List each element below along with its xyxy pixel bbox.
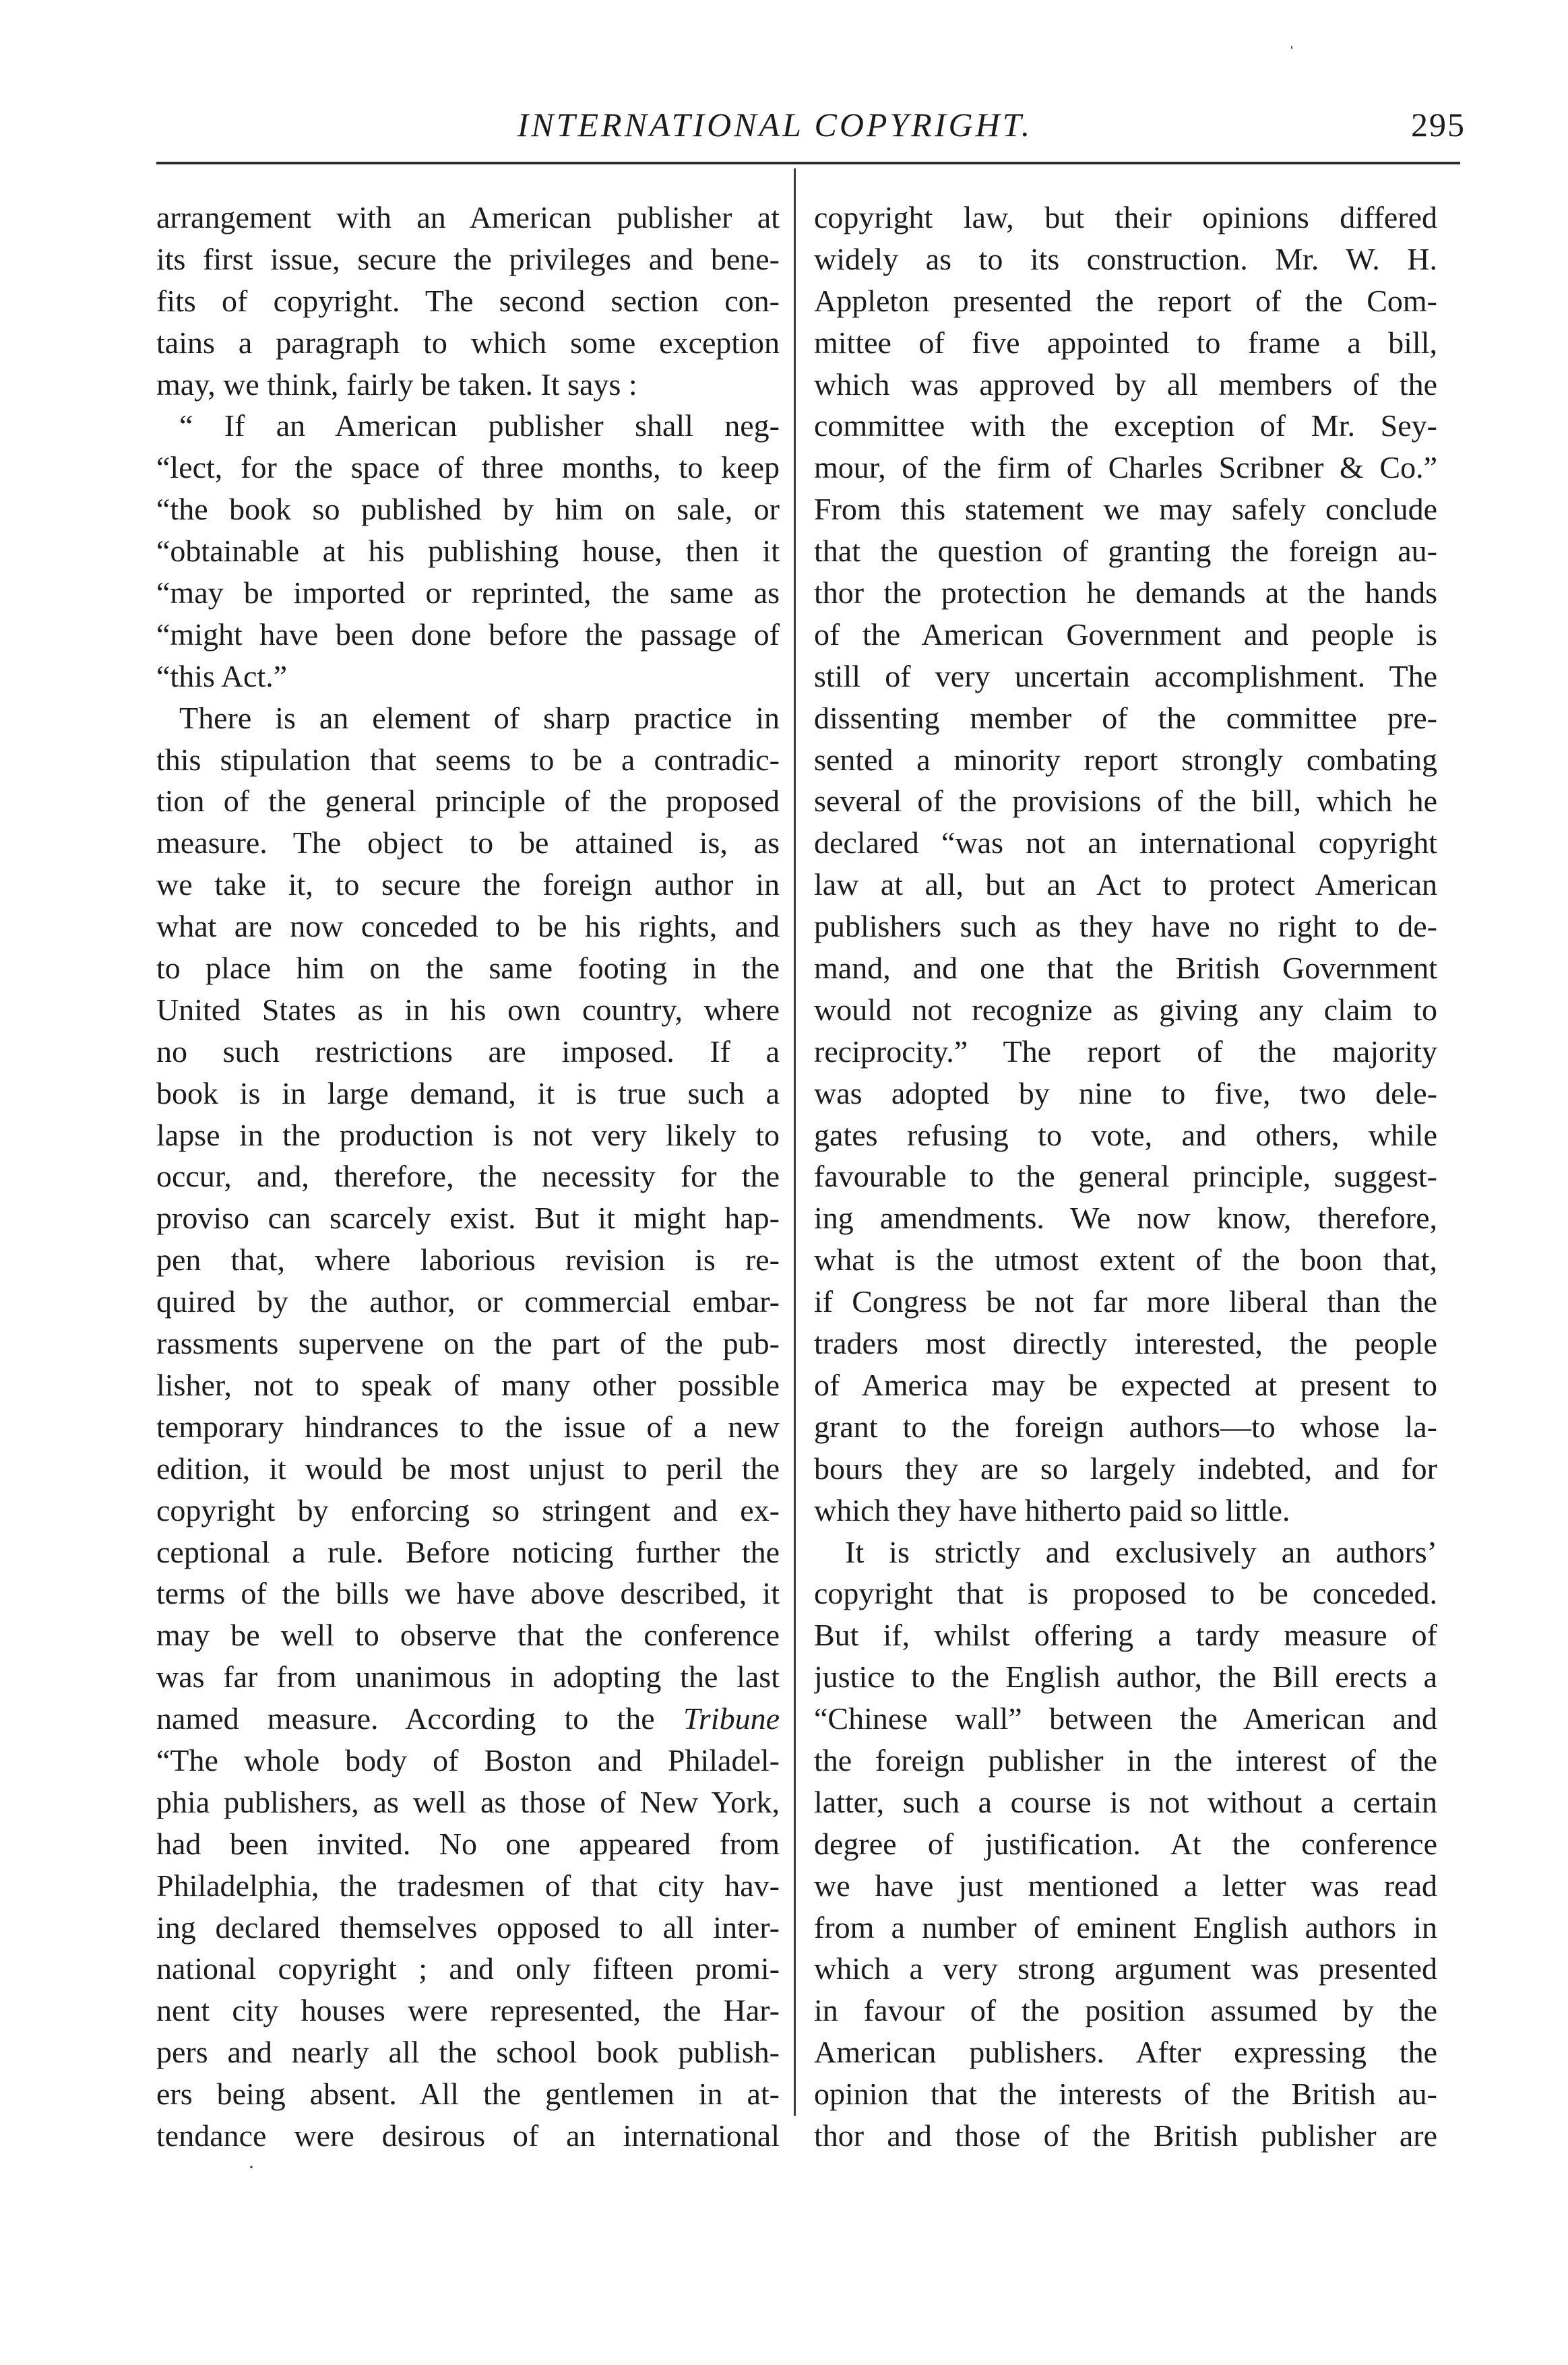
text-line: the foreign publisher in the interest of the xyxy=(814,1742,1437,1777)
text-line: which they have hitherto paid so little. xyxy=(814,1492,1290,1527)
text-line: degree of justification. At the conference xyxy=(814,1826,1437,1861)
text-line: United States as in his own country, where xyxy=(156,992,780,1027)
text-line: mour, of the firm of Charles Scribner & Co.” xyxy=(814,450,1437,485)
text-line: would not recognize as giving any claim to xyxy=(814,992,1437,1027)
text-line: traders most directly interested, the people xyxy=(814,1326,1437,1361)
text-line: may, we think, fairly be taken. It says : xyxy=(156,367,637,402)
text-line: publishers such as they have no right to de- xyxy=(814,909,1437,944)
text-line: latter, such a course is not without a certain xyxy=(814,1784,1437,1819)
text-line: tains a paragraph to which some exception xyxy=(156,325,780,360)
text-line: what is the utmost extent of the boon that, xyxy=(814,1242,1437,1278)
text-line: dissenting member of the committee pre- xyxy=(814,700,1437,735)
text-line: declared “was not an international copyright xyxy=(814,825,1437,860)
text-line: which was approved by all members of the xyxy=(814,367,1437,402)
text-line: law at all, but an Act to protect American xyxy=(814,867,1437,902)
text-line: “ If an American publisher shall neg- xyxy=(179,408,780,443)
text-line: this stipulation that seems to be a contradic- xyxy=(156,742,780,777)
text-line: copyright by enforcing so stringent and ex- xyxy=(156,1492,780,1527)
text-line: several of the provisions of the bill, which he xyxy=(814,784,1437,819)
text-line: copyright that is proposed to be conceded. xyxy=(814,1576,1437,1611)
text-line: It is strictly and exclusively an authors’ xyxy=(845,1534,1437,1569)
text-line: pers and nearly all the school book publish- xyxy=(156,2035,780,2070)
text-line: justice to the English author, the Bill erects a xyxy=(814,1660,1437,1695)
text-line: tendance were desirous of an international xyxy=(156,2118,780,2153)
left-column xyxy=(156,197,780,2157)
text-line: ers being absent. All the gentlemen in at- xyxy=(156,2077,780,2112)
text-line: gates refusing to vote, and others, while xyxy=(814,1117,1437,1152)
text-line: named measure. According to the Tribune xyxy=(156,1701,780,1736)
text-line: “The whole body of Boston and Philadel- xyxy=(156,1742,780,1777)
text-line: still of very uncertain accomplishment. The xyxy=(814,658,1437,693)
text-line: pen that, where laborious revision is re- xyxy=(156,1242,780,1278)
text-line: arrangement with an American publisher at xyxy=(156,200,780,234)
text-line: proviso can scarcely exist. But it might hap- xyxy=(156,1201,780,1236)
text-line: widely as to its construction. Mr. W. H. xyxy=(814,241,1437,276)
text-line: from a number of eminent English authors in xyxy=(814,1910,1437,1945)
text-line: “this Act.” xyxy=(156,658,288,693)
text-line: mand, and one that the British Government xyxy=(814,951,1437,986)
text-line: lapse in the production is not very likely to xyxy=(156,1117,780,1152)
text-line: of America may be expected at present to xyxy=(814,1367,1437,1402)
running-title: INTERNATIONAL COPYRIGHT. xyxy=(517,106,1033,144)
text-line: copyright law, but their opinions differed xyxy=(814,200,1437,234)
text-line: mittee of five appointed to frame a bill, xyxy=(814,325,1437,360)
text-line: ing amendments. We now know, therefore, xyxy=(814,1201,1437,1236)
text-line: rassments supervene on the part of the pub- xyxy=(156,1326,780,1361)
stray-dot: · xyxy=(248,2156,255,2178)
text-line: thor the protection he demands at the hands xyxy=(814,575,1437,610)
text-line: of the American Government and people is xyxy=(814,617,1437,652)
text-line: thor and those of the British publisher are xyxy=(814,2118,1437,2153)
text-line: “Chinese wall” between the American and xyxy=(814,1701,1437,1736)
text-line: temporary hindrances to the issue of a new xyxy=(156,1409,780,1444)
text-line: what are now conceded to be his rights, and xyxy=(156,909,780,944)
text-line: nent city houses were represented, the Har- xyxy=(156,1993,780,2028)
text-line: “lect, for the space of three months, to keep xyxy=(156,450,780,485)
text-line: quired by the author, or commercial embar- xyxy=(156,1284,780,1319)
text-line: lisher, not to speak of many other possible xyxy=(156,1367,780,1402)
column-divider xyxy=(794,168,796,2116)
text-line: was adopted by nine to five, two dele- xyxy=(814,1075,1437,1110)
text-line: national copyright ; and only fifteen promi- xyxy=(156,1951,780,1986)
text-line: “the book so published by him on sale, or xyxy=(156,492,780,527)
text-line: which a very strong argument was presented xyxy=(814,1951,1437,1986)
text-line: fits of copyright. The second section con- xyxy=(156,283,780,318)
text-line: There is an element of sharp practice in xyxy=(179,700,780,735)
text-line: we have just mentioned a letter was read xyxy=(814,1868,1437,1903)
text-line: committee with the exception of Mr. Sey- xyxy=(814,408,1437,443)
stray-mark: ˌ xyxy=(1288,27,1295,49)
text-line: occur, and, therefore, the necessity for the xyxy=(156,1159,780,1194)
text-line: American publishers. After expressing the xyxy=(814,2035,1437,2070)
right-column xyxy=(814,197,1437,2157)
text-line: “obtainable at his publishing house, then it xyxy=(156,534,780,569)
text-line: From this statement we may safely conclude xyxy=(814,492,1437,527)
text-line: measure. The object to be attained is, as xyxy=(156,825,780,860)
text-line: But if, whilst offering a tardy measure of xyxy=(814,1618,1437,1653)
text-line: reciprocity.” The report of the majority xyxy=(814,1034,1437,1069)
text-line: Appleton presented the report of the Com- xyxy=(814,283,1437,318)
text-line: book is in large demand, it is true such a xyxy=(156,1075,780,1110)
text-line: ceptional a rule. Before noticing further the xyxy=(156,1534,780,1569)
text-line: in favour of the position assumed by the xyxy=(814,1993,1437,2028)
text-line: grant to the foreign authors—to whose la- xyxy=(814,1409,1437,1444)
text-line: favourable to the general principle, suggest- xyxy=(814,1159,1437,1194)
page-number: 295 xyxy=(1411,106,1466,144)
text-line: if Congress be not far more liberal than the xyxy=(814,1284,1437,1319)
text-line: sented a minority report strongly combating xyxy=(814,742,1437,777)
text-line: “may be imported or reprinted, the same as xyxy=(156,575,780,610)
text-line: had been invited. No one appeared from xyxy=(156,1826,780,1861)
text-line: opinion that the interests of the British au- xyxy=(814,2077,1437,2112)
text-line: tion of the general principle of the proposed xyxy=(156,784,780,819)
text-line: may be well to observe that the conference xyxy=(156,1618,780,1653)
text-line: was far from unanimous in adopting the last xyxy=(156,1660,780,1695)
text-line: terms of the bills we have above described, it xyxy=(156,1576,780,1611)
text-line: no such restrictions are imposed. If a xyxy=(156,1034,780,1069)
text-line: that the question of granting the foreign au- xyxy=(814,534,1437,569)
running-head xyxy=(155,101,1466,148)
text-line: bours they are so largely indebted, and for xyxy=(814,1451,1437,1486)
text-line: edition, it would be most unjust to peril the xyxy=(156,1451,780,1486)
text-line: its first issue, secure the privileges and bene- xyxy=(156,241,780,276)
text-line: ing declared themselves opposed to all inter- xyxy=(156,1910,780,1945)
text-line: to place him on the same footing in the xyxy=(156,951,780,986)
text-line: “might have been done before the passage of xyxy=(156,617,780,652)
text-line: we take it, to secure the foreign author in xyxy=(156,867,780,902)
text-line: Philadelphia, the tradesmen of that city hav- xyxy=(156,1868,780,1903)
text-line: phia publishers, as well as those of New York, xyxy=(156,1784,780,1819)
header-rule xyxy=(156,162,1460,164)
